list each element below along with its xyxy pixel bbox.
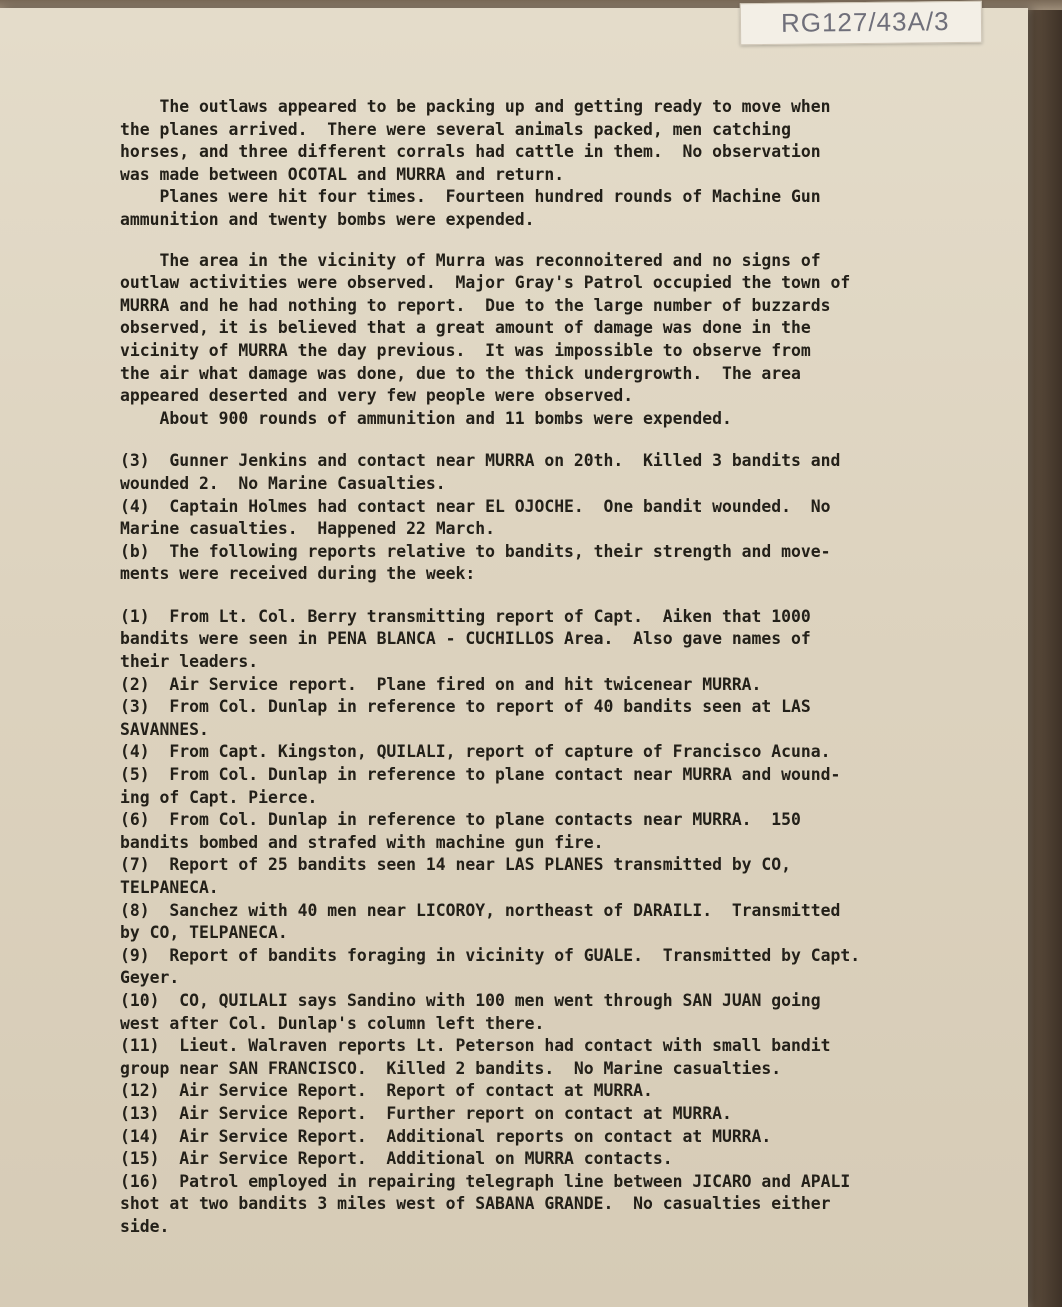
list-item: (16) Patrol employed in repairing telegraph line between JICARO and APALI [120,1171,851,1191]
text-line: the planes arrived. There were several animals packed, men catching [120,119,792,139]
paragraph-murra-recon [120,250,1020,408]
text-line: MURRA and he had nothing to report. Due to the large number of buzzards [120,295,831,315]
list-item: west after Col. Dunlap's column left there. [120,1013,545,1033]
text-line: ments were received during the week: [120,564,476,584]
text-line: (3) Gunner Jenkins and contact near MURRA on 20th. Killed 3 bandits and [120,451,841,471]
text-line: (4) Captain Holmes had contact near EL OJOCHE. One bandit wounded. No [120,496,831,516]
list-item: (9) Report of bandits foraging in vicinity of GUALE. Transmitted by Capt. [120,945,861,965]
list-item: SAVANNES. [120,719,209,739]
list-item: bandits were seen in PENA BLANCA - CUCHILLOS Area. Also gave names of [120,629,811,649]
text-line: About 900 rounds of ammunition and 11 bombs were expended. [120,408,732,428]
list-item: (14) Air Service Report. Additional reports on contact at MURRA. [120,1126,772,1146]
text-line: ammunition and twenty bombs were expended. [120,209,535,229]
list-item: side. [120,1216,170,1236]
text-line: observed, it is believed that a great amount of damage was done in the [120,318,811,338]
text-line: vicinity of MURRA the day previous. It was impossible to observe from [120,340,811,360]
list-item: (10) CO, QUILALI says Sandino with 100 men went through SAN JUAN going [120,990,821,1010]
list-item: group near SAN FRANCISCO. Killed 2 bandits. No Marine casualties. [120,1058,782,1078]
archive-label-text: RG127/43A/3 [780,6,950,38]
list-item: (13) Air Service Report. Further report on contact at MURRA. [120,1103,732,1123]
text-line: (b) The following reports relative to bandits, their strength and move- [120,541,831,561]
list-item: bandits bombed and strafed with machine gun fire. [120,832,604,852]
paragraph-planes-hit [120,186,1020,231]
text-line: was made between OCOTAL and MURRA and return. [120,164,565,184]
list-item: (2) Air Service report. Plane fired on and hit twicenear MURRA. [120,674,762,694]
text-line: Planes were hit four times. Fourteen hundred rounds of Machine Gun [120,187,821,207]
list-item: (8) Sanchez with 40 men near LICOROY, northeast of DARAILI. Transmitted [120,900,841,920]
list-item: (1) From Lt. Col. Berry transmitting report of Capt. Aiken that 1000 [120,606,811,626]
list-item: (4) From Capt. Kingston, QUILALI, report of capture of Francisco Acuna. [120,742,831,762]
text-line: wounded 2. No Marine Casualties. [120,473,446,493]
text-line: horses, and three different corrals had cattle in them. No observation [120,142,821,162]
text-line: outlaw activities were observed. Major Gray's Patrol occupied the town of [120,273,851,293]
paragraph-ammunition [120,408,1020,431]
reports-list [120,606,1020,1239]
list-item: (15) Air Service Report. Additional on MURRA contacts. [120,1149,673,1169]
paragraph-outlaws [120,96,1020,186]
list-item: (11) Lieut. Walraven reports Lt. Peterson had contact with small bandit [120,1036,831,1056]
list-item: ing of Capt. Pierce. [120,787,318,807]
text-line: The outlaws appeared to be packing up and getting ready to move when [120,97,831,116]
text-line: Marine casualties. Happened 22 March. [120,519,495,539]
archive-label-tag [740,1,982,46]
list-item: (12) Air Service Report. Report of contact at MURRA. [120,1081,653,1101]
list-item: (3) From Col. Dunlap in reference to report of 40 bandits seen at LAS [120,697,811,717]
list-item: Geyer. [120,968,180,988]
list-item: (6) From Col. Dunlap in reference to plane contacts near MURRA. 150 [120,810,801,830]
text-line: the air what damage was done, due to the thick undergrowth. The area [120,363,801,383]
contacts-section [120,450,1020,586]
text-line: appeared deserted and very few people were observed. [120,386,634,406]
list-item: their leaders. [120,652,259,672]
document-body [120,96,1020,1239]
list-item: (7) Report of 25 bandits seen 14 near LAS PLANES transmitted by CO, [120,855,792,875]
list-item: (5) From Col. Dunlap in reference to plane contact near MURRA and wound- [120,765,841,785]
list-item: shot at two bandits 3 miles west of SABANA GRANDE. No casualties either [120,1194,831,1214]
list-item: by CO, TELPANECA. [120,923,288,943]
text-line: The area in the vicinity of Murra was reconnoitered and no signs of [120,250,821,270]
list-item: TELPANECA. [120,878,219,897]
